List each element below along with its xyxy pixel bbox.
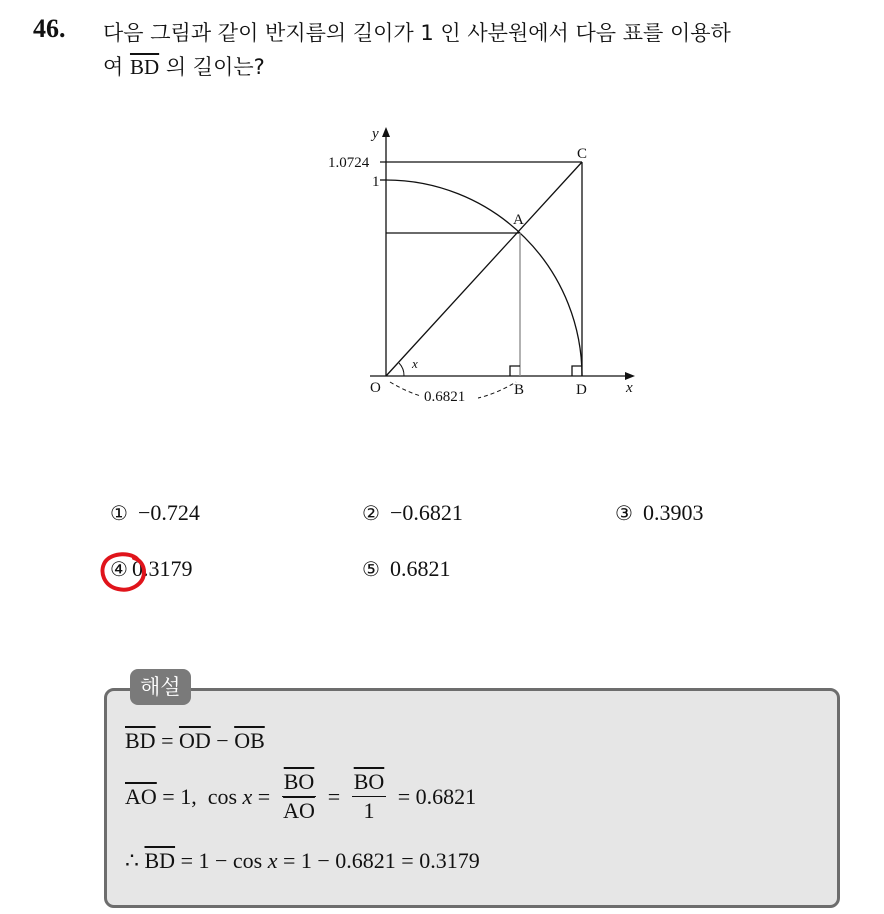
- sol1-bd: $\overline{BD}$: [125, 728, 156, 753]
- angle-label: x: [412, 356, 418, 371]
- choice-4-marker: ④: [110, 557, 128, 581]
- segment-bd: $\overline{BD}$: [129, 55, 160, 79]
- y-axis-arrow: [382, 127, 390, 137]
- quarter-arc: [386, 180, 582, 376]
- x-axis-arrow: [625, 372, 635, 380]
- choice-3-value: 0.3903: [642, 500, 704, 525]
- tick-label-one: 1: [372, 174, 380, 190]
- sol2-ao: $\overline{AO}$: [125, 783, 157, 809]
- point-c-label: C: [577, 146, 588, 162]
- sol1-od: $\overline{OD}$: [178, 728, 211, 753]
- question-text: [103, 16, 873, 84]
- frac1-numerator: $\overline{BO}$: [282, 768, 317, 797]
- choice-2-marker: ②: [362, 501, 380, 525]
- question-line-2-prefix: 여: [103, 55, 130, 79]
- quarter-circle-figure: [320, 120, 650, 420]
- solution-line-3: [125, 848, 480, 874]
- fraction-bo-1: [352, 768, 387, 825]
- choice-5-marker: ⑤: [362, 557, 380, 581]
- sol3-rest2: = 1 − 0.6821 = 0.3179: [277, 848, 480, 873]
- sol2-eq1: = 1,: [156, 783, 208, 809]
- length-label: 0.6821: [424, 389, 466, 405]
- sol1-eq: =: [155, 728, 179, 753]
- x-axis-label: x: [626, 380, 633, 396]
- fraction-bo-ao: [282, 768, 317, 825]
- choice-2[interactable]: [362, 500, 463, 526]
- answer-circle-mark: [98, 550, 150, 594]
- choice-5-value: 0.6821: [389, 556, 451, 581]
- right-angle-b: [510, 366, 520, 376]
- solution-line-1: [125, 728, 265, 754]
- solution-tag: 해설: [130, 669, 191, 705]
- angle-arc: [399, 363, 404, 376]
- point-a-label: A: [513, 212, 524, 228]
- sol3-therefore: ∴: [125, 848, 145, 873]
- sol2-eq3: =: [322, 783, 346, 809]
- choice-1-marker: ①: [110, 501, 128, 525]
- tick-label-top: 1.0724: [328, 155, 370, 171]
- choice-5[interactable]: [362, 556, 450, 582]
- choice-1[interactable]: [110, 500, 200, 526]
- sol1-minus: −: [210, 728, 235, 753]
- choice-3-marker: ③: [615, 501, 633, 525]
- question-line-2-suffix: 의 길이는?: [159, 55, 265, 79]
- sol1-ob: $\overline{OB}$: [234, 728, 265, 753]
- solution-line-2: [125, 768, 476, 825]
- point-b-label: B: [514, 382, 525, 398]
- frac2-numerator: $\overline{BO}$: [352, 768, 387, 797]
- sol2-result: = 0.6821: [392, 783, 477, 809]
- right-angle-d: [572, 366, 582, 376]
- point-o-label: O: [370, 380, 381, 396]
- line-oc: [386, 162, 582, 376]
- choice-4-value: 0.3179: [131, 556, 193, 581]
- question-line-1: 다음 그림과 같이 반지름의 길이가 1 인 사분원에서 다음 표를 이용하: [103, 21, 731, 45]
- sol2-eq2: =: [252, 783, 276, 809]
- point-d-label: D: [576, 382, 587, 398]
- choice-1-value: −0.724: [137, 500, 200, 525]
- sol3-bd: $\overline{BD}$: [144, 848, 176, 873]
- choice-2-value: −0.6821: [389, 500, 463, 525]
- choice-3[interactable]: [615, 500, 703, 526]
- y-axis-label: y: [372, 126, 379, 142]
- sol2-cos: cos: [207, 783, 238, 809]
- frac1-denominator: AO: [283, 798, 315, 823]
- frac2-denominator: 1: [363, 798, 375, 823]
- sol2-x: x: [237, 783, 253, 809]
- sol3-rest1: = 1 − cos: [175, 848, 268, 873]
- sol3-x: x: [267, 848, 278, 873]
- question-number: 46.: [33, 14, 66, 43]
